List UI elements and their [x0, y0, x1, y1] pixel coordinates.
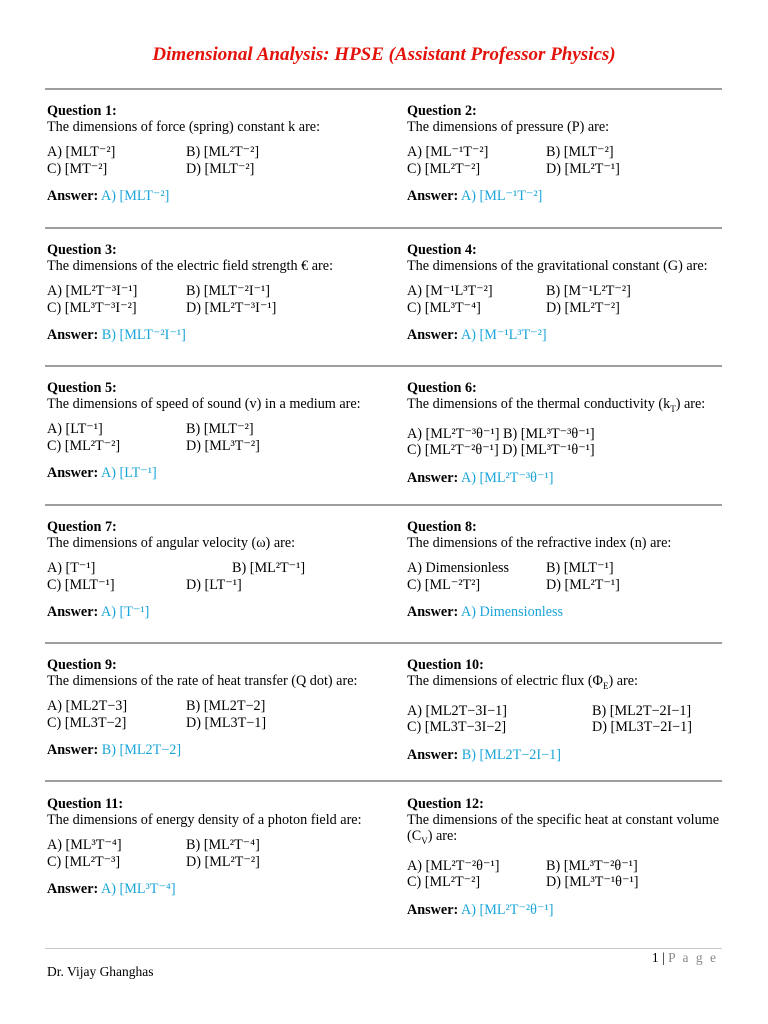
answer-value: A) [M⁻¹L³T⁻²] [461, 327, 547, 343]
answer [47, 465, 377, 481]
question-label: Question 9: [47, 657, 117, 673]
option-c-d: C) [ML²T⁻²θ⁻¹] D) [ML³T⁻¹θ⁻¹] [407, 442, 595, 459]
option-b: B) [ML³T⁻²θ⁻¹] [546, 857, 638, 874]
answer-label: Answer: [47, 604, 99, 620]
answer-value: A) [ML²T⁻²θ⁻¹] [461, 901, 554, 918]
question-text: The dimensions of the thermal conductivity $(k_T)$ are: [407, 396, 706, 414]
options [407, 858, 727, 891]
option-c: C) [ML⁻²T²] [407, 576, 481, 593]
option-b: B) [ML2T−2I−1] [592, 702, 692, 719]
option-a: A) [ML2T−3I−1] [407, 702, 507, 719]
answer [47, 881, 377, 897]
page-number [652, 950, 718, 966]
question-label: Question 10: [407, 657, 484, 673]
divider [45, 642, 722, 644]
question-text: The dimensions of the gravitational constant (G) are: [407, 258, 708, 274]
option-a: A) [M⁻¹L³T⁻²] [407, 283, 493, 299]
option-a: A) [MLT⁻²] [47, 144, 116, 160]
option-d: D) [LT⁻¹] [186, 576, 242, 593]
option-a: A) [T⁻¹] [47, 560, 96, 576]
divider [45, 504, 722, 506]
answer-value: A) Dimensionless [461, 604, 564, 620]
answer-value: A) [ML⁻¹T⁻²] [461, 188, 543, 204]
options [47, 144, 377, 177]
option-d: D) [ML3T−2I−1] [592, 719, 692, 736]
answer-value: B) [ML2T−2] [101, 742, 182, 758]
question-label: Question 11: [47, 796, 124, 812]
answer [407, 747, 722, 763]
option-b: B) [M⁻¹L²T⁻²] [546, 283, 631, 299]
option-b: B) [MLT⁻¹] [546, 560, 614, 576]
option-d: D) [ML²T⁻¹] [546, 576, 620, 593]
question-text: The dimensions of force (spring) constant k are: [47, 119, 321, 135]
option-a: A) [ML³T⁻⁴] [47, 837, 122, 853]
question-block-8 [407, 519, 737, 620]
option-c: C) [ML²T⁻²] [407, 160, 481, 177]
answer [47, 327, 377, 343]
answer-value: B) [ML2T−2I−1] [461, 746, 561, 763]
answer-value: A) [LT⁻¹] [101, 465, 157, 481]
option-d: D) [ML³T⁻¹θ⁻¹] [546, 874, 639, 891]
question-block-10 [407, 657, 722, 763]
answer-label: Answer: [47, 742, 99, 758]
answer-value: A) [ML³T⁻⁴] [101, 881, 176, 897]
question-text: The dimensions of the specific heat at constant volume [407, 812, 720, 828]
question-label: Question 5: [47, 380, 117, 396]
option-b: B) [ML²T⁻²] [186, 144, 260, 160]
answer [47, 188, 377, 204]
option-c: C) [ML3T−3I−2] [407, 719, 507, 736]
question-label: Question 1: [47, 103, 117, 119]
answer-label: Answer: [407, 327, 459, 343]
option-b: B) [ML²T⁻¹] [232, 560, 306, 576]
divider [45, 227, 722, 229]
option-c: C) [ML³T⁻⁴] [407, 299, 481, 316]
option-c: C) [ML²T⁻²] [47, 437, 121, 454]
options [47, 698, 377, 731]
option-a: A) [ML²T⁻³I⁻¹] [47, 283, 138, 299]
answer-label: Answer: [47, 465, 99, 481]
option-a: A) [LT⁻¹] [47, 421, 103, 437]
options [407, 144, 737, 177]
answer-label: Answer: [407, 746, 459, 763]
question-block-11 [47, 796, 377, 897]
question-label: Question 3: [47, 242, 117, 258]
options [407, 283, 737, 316]
answer-value: A) [T⁻¹] [101, 604, 150, 620]
option-d: D) [ML²T⁻¹] [546, 160, 620, 177]
option-a: A) [ML⁻¹T⁻²] [407, 144, 489, 160]
option-d: D) [MLT⁻²] [186, 160, 255, 177]
question-block-5 [47, 380, 377, 481]
option-a: A) [ML²T⁻²θ⁻¹] [407, 857, 500, 874]
answer-label: Answer: [407, 188, 459, 204]
answer-value: A) [ML²T⁻³θ⁻¹] [461, 469, 554, 486]
option-b: B) [MLT⁻²I⁻¹] [186, 283, 271, 299]
option-b: B) [MLT⁻²] [546, 144, 614, 160]
option-b: B) [MLT⁻²] [186, 421, 254, 437]
question-text: The dimensions of energy density of a photon field are: [47, 812, 362, 828]
answer-value: B) [MLT⁻²I⁻¹] [101, 327, 186, 343]
option-d: D) [ML³T⁻²] [186, 437, 260, 454]
question-block-7 [47, 519, 377, 620]
answer-label: Answer: [407, 604, 459, 620]
option-a-b: A) [ML²T⁻³θ⁻¹] B) [ML³T⁻³θ⁻¹] [407, 425, 595, 442]
question-block-6 [407, 380, 737, 486]
answer-label: Answer: [47, 881, 99, 897]
option-a: A) Dimensionless [407, 560, 510, 576]
question-label: Question 12: [407, 796, 484, 812]
option-c: C) [MT⁻²] [47, 160, 108, 177]
option-b: B) [ML2T−2] [186, 698, 266, 714]
option-c: C) [MLT⁻¹] [47, 576, 115, 593]
question-text: The dimensions of the electric field strength € are: [47, 258, 334, 274]
footer-divider [45, 948, 722, 949]
option-c: C) [ML²T⁻³] [47, 853, 121, 870]
page-number-value: 1 [651, 950, 659, 965]
question-text-line-2: $(C_V)$ are: [407, 828, 458, 846]
question-block-4 [407, 242, 737, 343]
question-block-1 [47, 103, 377, 204]
answer [407, 188, 737, 204]
answer-value: A) [MLT⁻²] [101, 188, 170, 204]
divider [45, 365, 722, 367]
answer [407, 470, 737, 486]
option-b: B) [ML²T⁻⁴] [186, 837, 260, 853]
divider [45, 88, 722, 90]
options [407, 560, 737, 593]
option-c: C) [ML²T⁻²] [407, 874, 481, 891]
options [47, 283, 377, 316]
options [407, 703, 722, 736]
option-c: C) [ML³T⁻³I⁻²] [47, 299, 137, 316]
divider [45, 780, 722, 782]
question-block-12 [407, 796, 727, 918]
answer-label: Answer: [47, 188, 99, 204]
answer-label: Answer: [407, 901, 459, 918]
author-name: Dr. Vijay Ghanghas [47, 964, 154, 979]
answer [407, 902, 727, 918]
option-c: C) [ML3T−2] [47, 714, 127, 731]
option-d: D) [ML3T−1] [186, 714, 267, 731]
question-label: Question 6: [407, 380, 477, 396]
answer-label: Answer: [47, 327, 99, 343]
question-text: The dimensions of pressure (P) are: [407, 119, 610, 135]
answer [47, 604, 377, 620]
question-block-2 [407, 103, 737, 204]
page-word: P a g e [668, 950, 718, 965]
page-title: Dimensional Analysis: HPSE (Assistant Professor Physics) [152, 44, 616, 65]
question-text: The dimensions of electric flux $(\Phi_E)$ are: [407, 673, 638, 691]
option-d: D) [ML²T⁻³I⁻¹] [186, 299, 277, 316]
question-block-3 [47, 242, 377, 343]
question-text: The dimensions of speed of sound (v) in a medium are: [47, 396, 361, 412]
question-text: The dimensions of the rate of heat transfer (Q dot) are: [47, 673, 358, 689]
question-label: Question 8: [407, 519, 477, 535]
option-a: A) [ML2T−3] [47, 698, 128, 714]
answer [407, 604, 737, 620]
options [47, 421, 377, 454]
option-d: D) [ML²T⁻²] [546, 299, 620, 316]
question-label: Question 7: [47, 519, 117, 535]
question-label: Question 4: [407, 242, 477, 258]
question-block-9 [47, 657, 377, 758]
page-separator: | [662, 950, 665, 965]
options [47, 837, 377, 870]
answer [407, 327, 737, 343]
question-label: Question 2: [407, 103, 477, 119]
question-text: The dimensions of the refractive index (n) are: [407, 535, 672, 551]
option-d: D) [ML²T⁻²] [186, 853, 260, 870]
options [47, 560, 377, 593]
options [407, 426, 737, 459]
answer [47, 742, 377, 758]
question-text: The dimensions of angular velocity (ω) are: [47, 535, 296, 551]
answer-label: Answer: [407, 469, 459, 486]
